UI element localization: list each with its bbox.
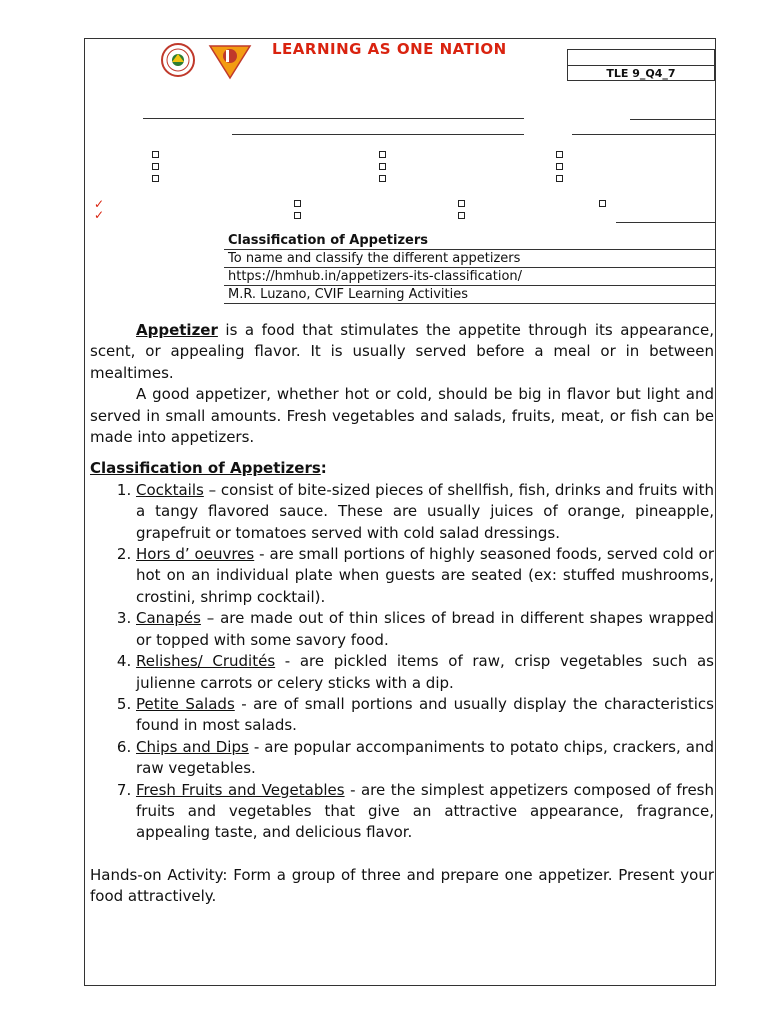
page-title: LEARNING AS ONE NATION [272, 40, 507, 58]
school-logo [204, 42, 254, 82]
blank-line [572, 134, 716, 135]
checkbox[interactable] [294, 212, 301, 219]
list-item: 5. Petite Salads - are of small portions and usually display the characteristics found in most salads. [136, 694, 714, 737]
lesson-body [90, 320, 714, 908]
checkbox[interactable] [599, 200, 606, 207]
module-code-box [567, 49, 715, 81]
checkbox[interactable] [294, 200, 301, 207]
classification-list [90, 480, 714, 844]
hands-on-activity: Hands-on Activity: Form a group of three and prepare one appetizer. Present your food attractively. [90, 865, 714, 906]
checkbox[interactable] [379, 151, 386, 158]
intro-paragraph [90, 320, 714, 384]
list-item: 7. Fresh Fruits and Vegetables - are the simplest appetizers composed of fresh fruits and vegetables that give an attractive appearance, fragrance, appealing taste, and delicious flavor. [136, 780, 714, 844]
checkbox[interactable] [458, 212, 465, 219]
lesson-topic: Classification of Appetizers [224, 232, 716, 250]
checkmark-icon: ✓ [94, 197, 105, 211]
code-box-divider [568, 65, 714, 66]
list-item: 4. Relishes/ Crudités - are pickled items of raw, crisp vegetables such as julienne carrots or celery sticks with a dip. [136, 651, 714, 694]
list-item: 2. Hors d’ oeuvres - are small portions of highly seasoned foods, served cold or hot on an individual plate when guests are seated (ex: stuffed mushrooms, crostini, shrimp cocktail). [136, 544, 714, 608]
checkbox[interactable] [152, 151, 159, 158]
checkbox[interactable] [379, 163, 386, 170]
checkmark-icon: ✓ [94, 208, 105, 222]
lesson-info-table [224, 232, 716, 304]
blank-line [232, 134, 524, 135]
second-paragraph: A good appetizer, whether hot or cold, should be big in flavor but light and served in small amounts. Fresh vegetables and salads, fruits, meat, or fish can be made into appetizers. [90, 385, 714, 447]
blank-line [616, 222, 716, 223]
header-logos [156, 42, 256, 82]
checkbox[interactable] [152, 163, 159, 170]
term-appetizer: Appetizer [136, 321, 218, 339]
list-item: 1. Cocktails – consist of bite-sized pieces of shellfish, fish, drinks and fruits with a tangy flavored sauce. These are usually juices of orange, pineapple, grapefruit or tomatoes served with cold salad dressings. [136, 480, 714, 544]
list-item: 3. Canapés – are made out of thin slices of bread in different shapes wrapped or topped with some savory food. [136, 608, 714, 651]
checkbox[interactable] [556, 151, 563, 158]
lesson-reference: https://hmhub.in/appetizers-its-classification/ [224, 268, 716, 286]
blank-line [143, 118, 524, 119]
checkbox[interactable] [379, 175, 386, 182]
lesson-objective: To name and classify the different appetizers [224, 250, 716, 268]
list-item: 6. Chips and Dips - are popular accompaniments to potato chips, crackers, and raw vegetables. [136, 737, 714, 780]
intro-text: is a food that stimulates the appetite through its appearance, scent, or appealing flavor. It is usually served before a meal or in between mealtimes. [90, 321, 714, 382]
checkbox[interactable] [152, 175, 159, 182]
classification-heading: Classification of Appetizers: [90, 459, 327, 478]
checkbox[interactable] [458, 200, 465, 207]
module-code: TLE 9_Q4_7 [606, 67, 676, 80]
lesson-author: M.R. Luzano, CVIF Learning Activities [224, 286, 716, 304]
checkbox[interactable] [556, 175, 563, 182]
checkbox[interactable] [556, 163, 563, 170]
blank-line [630, 119, 716, 120]
